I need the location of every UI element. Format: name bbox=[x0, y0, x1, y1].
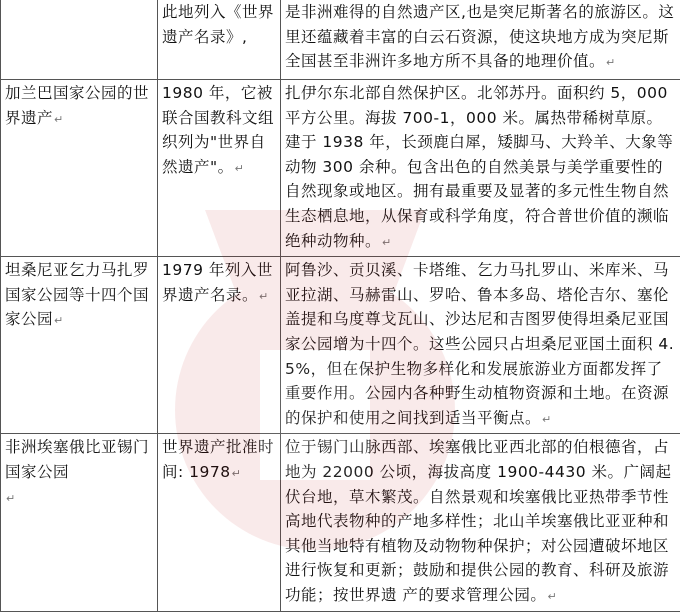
paragraph-mark-icon: ↵ bbox=[382, 236, 392, 249]
site-name: 加兰巴国家公园的世界遗产 bbox=[5, 84, 149, 127]
listing-date: 世界遗产批准时间: 1978 bbox=[162, 438, 274, 481]
paragraph-mark-icon: ↵ bbox=[235, 162, 245, 175]
paragraph-mark-icon: ↵ bbox=[606, 56, 616, 69]
listing-date-cell bbox=[158, 80, 281, 257]
listing-date: 1980 年，它被联合国教科文组织列为"世界自然遗产"。 bbox=[162, 84, 274, 176]
paragraph-mark-icon: ↵ bbox=[54, 113, 64, 126]
description-cell bbox=[281, 434, 680, 612]
site-name-cell bbox=[1, 434, 158, 612]
site-name-cell bbox=[1, 80, 158, 257]
paragraph-mark-icon: ↵ bbox=[542, 413, 552, 426]
description: 位于锡门山脉西部、埃塞俄比亚西北部的伯根德省，占地为 22000 公顷，海拔高度 1900-4430 米。广阔起伏台地，草木繁茂。自然景观和埃塞俄比亚热带季节性高地代表物种的产地多样性；北山羊埃塞俄比亚亚种和其他当地特有植物及动物物种保护；对公园遭破坏地区进行恢复和更新；鼓励和提供公园的教育、科研及旅游功能；按世界遗 产的要求管理公园。 bbox=[285, 438, 672, 604]
listing-date-cell bbox=[158, 0, 281, 80]
table-row bbox=[1, 80, 680, 257]
description: 扎伊尔东北部自然保护区。北邻苏丹。面积约 5，000 平方公里。海拔 700-1，000 米。属热带稀树草原。建于 1938 年，长颈鹿白犀，矮脚马、大羚羊、大象等动物 300 余种。包含出色的自然美景与美学重要性的自然现象或地区。拥有最重要及显著的多元性生物自然生态栖息地，从保育或科学角度，符合普世价值的濒临绝种动物种。 bbox=[285, 84, 673, 250]
site-name: 非洲埃塞俄比亚锡门国家公园 bbox=[5, 438, 149, 481]
site-name-cell bbox=[1, 257, 158, 434]
table-row bbox=[1, 434, 680, 612]
paragraph-mark-icon: ↵ bbox=[232, 467, 242, 480]
table-row bbox=[1, 0, 680, 80]
paragraph-mark-icon: ↵ bbox=[54, 314, 64, 327]
listing-date-cell bbox=[158, 257, 281, 434]
description-cell bbox=[281, 0, 680, 80]
description: 阿鲁沙、贡贝溪、卡塔维、乞力马扎罗山、米库米、马亚拉湖、马赫雷山、罗哈、鲁本多岛、塔伦吉尔、塞伦盖提和乌度尊戈瓦山、沙达尼和吉图罗使得坦桑尼亚国家公园增为十四个。这些公园只占坦桑尼亚国土面积 4.5%，但在保护生物多样化和发展旅游业方面都发挥了重要作用。公园内各种野生动植物资源和土地。在资源的保护和使用之间找到适当平衡点。 bbox=[285, 261, 674, 427]
paragraph-mark-icon: ↵ bbox=[6, 492, 16, 505]
listing-date-cell bbox=[158, 434, 281, 612]
site-name: 坦桑尼亚乞力马扎罗国家公园等十四个国家公园 bbox=[5, 261, 149, 328]
paragraph-mark-icon: ↵ bbox=[259, 290, 269, 303]
description-cell bbox=[281, 257, 680, 434]
listing-date: 1979 年列入世界遗产名录。 bbox=[162, 261, 273, 304]
description-cell bbox=[281, 80, 680, 257]
listing-date: 此地列入《世界遗产名录》, bbox=[162, 3, 274, 46]
site-name-cell bbox=[1, 0, 158, 80]
description: 是非洲难得的自然遗产区,也是突尼斯著名的旅游区。这里还蕴藏着丰富的白云石资源，使这块地方成为突尼斯全国甚至非洲许多地方所不具备的地理价值。 bbox=[285, 3, 674, 70]
table-row bbox=[1, 257, 680, 434]
paragraph-mark-icon: ↵ bbox=[547, 590, 557, 603]
